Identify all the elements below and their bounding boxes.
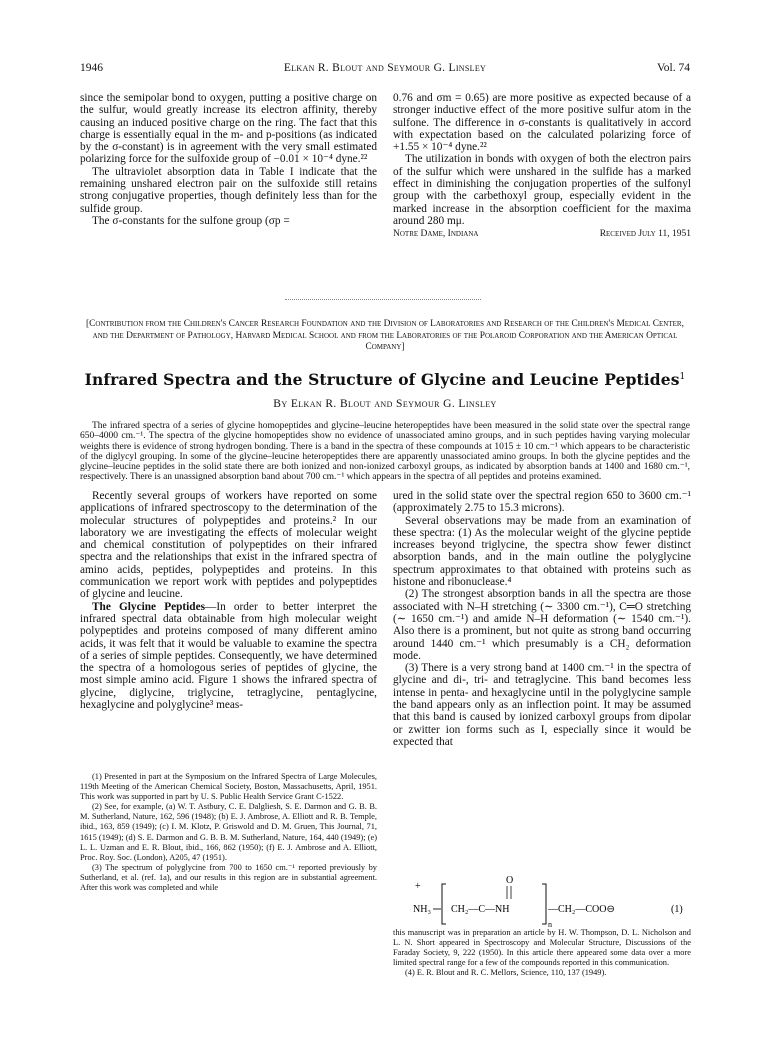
title-footnote-marker: 1 <box>679 371 686 382</box>
header-authors: Elkan R. Blout and Seymour G. Linsley <box>283 62 487 74</box>
formula-bracket-left <box>442 884 446 924</box>
article-divider <box>285 299 481 300</box>
footnote: (4) E. R. Blout and R. C. Mellors, Science, 110, 137 (1949). <box>405 968 607 978</box>
contribution-note: [Contribution from the Children's Cancer Research Foundation and the Division of Laboratories and Research of the Children's Medical Center, and the Department of Pathology, Harvard Medical School and from the Laboratories of the Polaroid Corporation and the American Optical Company] <box>86 319 684 352</box>
paragraph: Several observations may be made from an examination of these spectra: (1) As the molecular weight of the glycine peptide increases beyond triglycine, the spectra show fewer distinct absorption bands, and in the main outline the polyglycine spectrum approximates to that obtained with proteins such as histone and ribonuclease.⁴ <box>393 514 691 589</box>
title-text: Infrared Spectra and the Structure of Glycine and Leucine Peptides <box>84 370 680 389</box>
article-signature <box>393 228 691 240</box>
main-left-column <box>80 490 377 711</box>
footnote: (2) See, for example, (a) W. T. Astbury, C. E. Dalgliesh, S. E. Darmon and G. B. B. M. Sutherland, Nature, 162, 596 (1948); (b) E. J. Ambrose, A. Elliott and R. B. Temple, ibid., 163, 859 (1949); (c) I. M. Klotz, P. Griswold and D. M. Gruen, This Journal, 71, 1615 (1949); (d) S. E. Darmon and G. B. B. M. Sutherland, Nature, 164, 440 (1949); (e) L. L. Uzman and E. R. Blout, ibid., 166, 862 (1950); (f) E. J. Ambrose and A. Elliott, Proc. Roy. Soc. (London), A205, 47 (1951). <box>80 802 377 862</box>
paragraph: ured in the solid state over the spectral region 650 to 3600 cm.⁻¹ (approximately 2.75 to 15.3 microns). <box>393 490 691 515</box>
footnotes-right <box>393 928 691 978</box>
section-heading: The Glycine Peptides <box>92 600 206 613</box>
paragraph-text: —In order to better interpret the infrared spectral data obtainable from high molecular weight polypeptides and proteins composed of many different amino acids, it was felt that it would be valuable to examine the spectra of a series of simple peptides. Consequently, we have determined the spectra of a homologous series of peptides of glycine, the most simple amino acid. Figure 1 shows the infrared spectra of glycine, diglycine, triglycine, tetraglycine, pentaglycine, hexaglycine and polyglycine³ meas- <box>80 600 378 712</box>
paragraph: The utilization in bonds with oxygen of both the electron pairs of the sulfur which were unshared in the sulfide has a marked effect in diminishing the conjugation properties of the sulfonyl group with the carbethoxyl group, especially evident in the marked increase in the absorption coefficient for the maxima around 280 mμ. <box>393 153 691 227</box>
paragraph: since the semipolar bond to oxygen, putting a positive charge on the sulfur, would greatly increase its electron affinity, thereby causing an induced positive charge on the ring. The fact that this charge is essentially equal in the m- and p-positions (as indicated by the σ-constant) is in agreement with the very small estimated polarizing force for the sulfoxide group of −0.01 × 10⁻⁴ dyne.²² <box>80 92 377 166</box>
footnotes-left <box>80 772 377 893</box>
prev-article-right-column <box>393 92 691 240</box>
byline: By Elkan R. Blout and Seymour G. Linsley <box>273 398 497 410</box>
paragraph: 0.76 and σm = 0.65) are more positive as expected because of a stronger inductive effect of the more positive sulfur atom in the sulfone. The difference in σ-constants is qualitatively in accord with expectation based on the calculated polarizing force of +1.55 × 10⁻⁴ dyne.²² <box>393 92 691 154</box>
paragraph: The σ-constants for the sulfone group (σp = <box>92 214 290 227</box>
footnote: (3) The spectrum of polyglycine from 700 to 1650 cm.⁻¹ reported previously by Sutherland, et al. (ref. 1a), and our results in this region are in substantial agreement. After this work was completed and while <box>80 862 377 893</box>
paragraph: (3) There is a very strong band at 1400 cm.⁻¹ in the spectra of glycine and di-, tri- and tetraglycine. This band becomes less intense in penta- and hexaglycine until in the polyglycine sample the band appears only as an inflection point. It may be assumed that this band is caused by ionized carboxyl groups from dipolar or zwitter ion forms such as I, especially since it would be expected that <box>393 662 691 748</box>
paragraph: (2) The strongest absorption bands in all the spectra are those associated with N–H stretching (∼ 3300 cm.⁻¹), C═O stretching (∼ 1650 cm.⁻¹) and amide N–H deformation (∼ 1540 cm.⁻¹). Also there is a prominent, but not quite as strong band occurring around 1440 cm.⁻¹ which presumably is a CH₂ deformation mode. <box>393 588 691 662</box>
author-location: Notre Dame, Indiana <box>393 229 479 240</box>
prev-article-left-column <box>80 92 377 227</box>
article-title <box>80 370 690 389</box>
paragraph: The ultraviolet absorption data in Table I indicate that the remaining unshared electron pair on the sulfoxide still retains strong conjugative properties, though definitely less than for the sulfide group. <box>80 165 377 215</box>
zwitterion-formula <box>393 868 691 930</box>
footnote: (1) Presented in part at the Symposium on the Infrared Spectra of Large Molecules, 119th Meeting of the American Chemical Society, Boston, Massachusetts, April, 1951. This work was supported in part by U. S. Public Health Service Grant C-1522. <box>80 772 377 802</box>
page-number: 1946 <box>80 62 103 74</box>
formula-charge: + <box>415 881 421 892</box>
abstract: The infrared spectra of a series of glycine homopeptides and glycine–leucine heteropeptides have been measured in the solid state over the spectral range 650–4000 cm.⁻¹. The spectra of the glycine homopeptides show no evidence of unassociated amino groups, and in such peptides having varying molecular weights there is evidence of strong hydrogen bonding. There is a band in the spectra of these compounds at 1015 ± 10 cm.⁻¹ which appears to be characteristic of the diglycyl grouping. In some of the glycine–leucine heteropeptides there are apparently unassociated amino groups. In both the glycine peptides and the glycine–leucine peptides in the solid state there are both ionized and non-ionized carboxyl groups, as indicated by absorption bands at 1400 and 1680 cm.⁻¹, respectively. There is an unassigned absorption band about 700 cm.⁻¹ which appears in the spectra of all peptides and proteins examined. <box>80 421 690 483</box>
paragraph <box>80 601 377 712</box>
formula-amino: NH₃ <box>413 904 431 915</box>
footnote-continued: this manuscript was in preparation an article by H. W. Thompson, D. L. Nicholson and L. N. Short appeared in Spectroscopy and Molecular Structure, Discussions of the Faraday Society, 9, 222 (1950). In this article there appeared some data over a more limited spectral range for a few of the compounds reported in this communication. <box>393 928 691 968</box>
formula-oxygen: O <box>506 875 514 886</box>
received-date: Received July 11, 1951 <box>599 229 691 240</box>
running-header <box>80 62 690 76</box>
main-right-column <box>393 490 691 748</box>
volume-label: Vol. 74 <box>656 62 690 74</box>
paragraph: Recently several groups of workers have reported on some applications of infrared spectroscopy to the determination of the molecular structures of polypeptides and proteins.² In our laboratory we are investigating the effects of molecular weight and chemical constitution of polypeptides on their infrared spectra and the relationships that exist in the infrared spectra of amino acids, peptides, polypeptides and proteins. In this communication we report work with peptides and polypeptides of glycine and leucine. <box>80 490 377 601</box>
formula-label: (1) <box>671 904 683 915</box>
formula-subscript-n: n <box>548 920 552 929</box>
formula-bracket-right <box>542 884 546 924</box>
formula-tail: —CH₂—COO⊖ <box>548 904 615 915</box>
formula-repeat-unit: CH₂—C—NH <box>451 904 510 915</box>
